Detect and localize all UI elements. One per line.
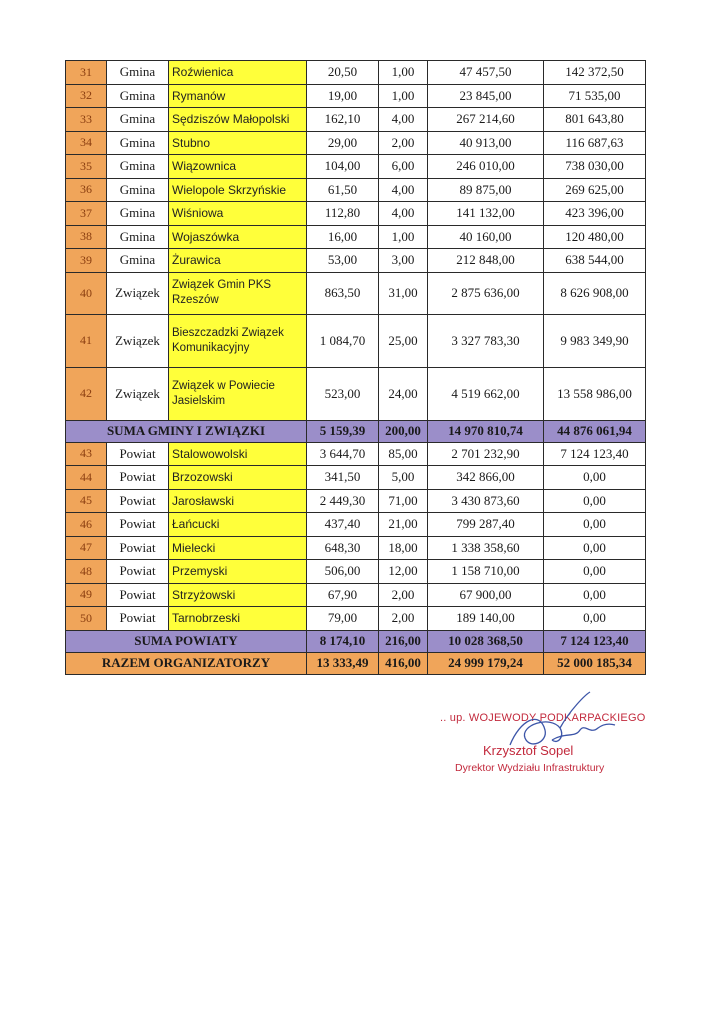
sum-powiaty-row-value-c: 10 028 368,50: [428, 630, 544, 652]
row-type: Gmina: [107, 249, 169, 273]
row-number: 49: [66, 583, 107, 607]
row-number: 43: [66, 442, 107, 466]
table-row: [66, 178, 646, 202]
row-value-b: 1,00: [379, 84, 428, 108]
row-name: Żurawica: [169, 249, 307, 273]
row-value-a: 1 084,70: [307, 314, 379, 367]
row-name: Tarnobrzeski: [169, 607, 307, 631]
table-row: [66, 61, 646, 85]
table-row: [66, 442, 646, 466]
table-row: [66, 536, 646, 560]
total-row-label: RAZEM ORGANIZATORZY: [66, 652, 307, 674]
sum-gminy-row-value-a: 5 159,39: [307, 420, 379, 442]
table-row: [66, 367, 646, 420]
row-name: Sędziszów Małopolski: [169, 108, 307, 132]
row-name: Związek Gmin PKS Rzeszów: [169, 272, 307, 314]
row-value-a: 20,50: [307, 61, 379, 85]
row-value-a: 523,00: [307, 367, 379, 420]
row-value-a: 16,00: [307, 225, 379, 249]
row-value-d: 738 030,00: [544, 155, 646, 179]
row-value-b: 5,00: [379, 466, 428, 490]
row-type: Powiat: [107, 442, 169, 466]
row-value-b: 85,00: [379, 442, 428, 466]
total-row-value-a: 13 333,49: [307, 652, 379, 674]
row-value-b: 6,00: [379, 155, 428, 179]
row-value-d: 0,00: [544, 513, 646, 537]
row-number: 33: [66, 108, 107, 132]
sum-gminy-row-value-d: 44 876 061,94: [544, 420, 646, 442]
row-number: 48: [66, 560, 107, 584]
row-value-b: 12,00: [379, 560, 428, 584]
row-type: Gmina: [107, 108, 169, 132]
stamp-authority: .. up. WOJEWODY PODKARPACKIEGO: [440, 712, 646, 724]
row-value-c: 4 519 662,00: [428, 367, 544, 420]
row-number: 36: [66, 178, 107, 202]
row-value-d: 801 643,80: [544, 108, 646, 132]
row-value-b: 31,00: [379, 272, 428, 314]
row-value-b: 4,00: [379, 108, 428, 132]
row-name: Wiązownica: [169, 155, 307, 179]
row-value-b: 24,00: [379, 367, 428, 420]
row-name: Brzozowski: [169, 466, 307, 490]
row-type: Gmina: [107, 202, 169, 226]
stamp-position: Dyrektor Wydziału Infrastruktury: [455, 762, 605, 774]
row-name: Wielopole Skrzyńskie: [169, 178, 307, 202]
row-number: 40: [66, 272, 107, 314]
row-name: Mielecki: [169, 536, 307, 560]
row-name: Bieszczadzki Związek Komunikacyjny: [169, 314, 307, 367]
row-value-a: 112,80: [307, 202, 379, 226]
row-name: Wojaszówka: [169, 225, 307, 249]
row-value-c: 67 900,00: [428, 583, 544, 607]
row-value-a: 341,50: [307, 466, 379, 490]
row-value-a: 67,90: [307, 583, 379, 607]
row-value-b: 1,00: [379, 225, 428, 249]
table-row: [66, 131, 646, 155]
row-number: 46: [66, 513, 107, 537]
row-value-c: 40 160,00: [428, 225, 544, 249]
sum-gminy-row: [66, 420, 646, 442]
row-value-c: 3 327 783,30: [428, 314, 544, 367]
row-number: 35: [66, 155, 107, 179]
row-value-c: 2 701 232,90: [428, 442, 544, 466]
row-type: Gmina: [107, 155, 169, 179]
row-value-d: 13 558 986,00: [544, 367, 646, 420]
row-value-c: 267 214,60: [428, 108, 544, 132]
row-value-d: 120 480,00: [544, 225, 646, 249]
row-type: Powiat: [107, 513, 169, 537]
row-value-c: 2 875 636,00: [428, 272, 544, 314]
row-value-c: 1 158 710,00: [428, 560, 544, 584]
row-value-d: 116 687,63: [544, 131, 646, 155]
row-value-b: 2,00: [379, 131, 428, 155]
row-type: Gmina: [107, 178, 169, 202]
row-value-a: 506,00: [307, 560, 379, 584]
row-type: Powiat: [107, 489, 169, 513]
row-number: 41: [66, 314, 107, 367]
row-value-a: 863,50: [307, 272, 379, 314]
sum-gminy-row-value-b: 200,00: [379, 420, 428, 442]
row-value-c: 342 866,00: [428, 466, 544, 490]
row-value-b: 2,00: [379, 583, 428, 607]
row-value-b: 18,00: [379, 536, 428, 560]
row-value-d: 0,00: [544, 583, 646, 607]
table-row: [66, 108, 646, 132]
row-value-d: 71 535,00: [544, 84, 646, 108]
total-row-value-d: 52 000 185,34: [544, 652, 646, 674]
row-type: Gmina: [107, 61, 169, 85]
row-value-a: 61,50: [307, 178, 379, 202]
row-number: 39: [66, 249, 107, 273]
row-value-b: 4,00: [379, 178, 428, 202]
row-type: Powiat: [107, 536, 169, 560]
row-value-d: 8 626 908,00: [544, 272, 646, 314]
row-name: Związek w Powiecie Jasielskim: [169, 367, 307, 420]
row-value-d: 0,00: [544, 536, 646, 560]
row-value-a: 29,00: [307, 131, 379, 155]
row-type: Powiat: [107, 466, 169, 490]
row-type: Związek: [107, 272, 169, 314]
row-type: Powiat: [107, 560, 169, 584]
sum-gminy-row-value-c: 14 970 810,74: [428, 420, 544, 442]
row-number: 37: [66, 202, 107, 226]
row-value-d: 0,00: [544, 466, 646, 490]
row-number: 44: [66, 466, 107, 490]
table-row: [66, 489, 646, 513]
table-row: [66, 84, 646, 108]
sum-powiaty-row: [66, 630, 646, 652]
row-value-d: 0,00: [544, 489, 646, 513]
row-value-a: 53,00: [307, 249, 379, 273]
row-name: Stubno: [169, 131, 307, 155]
row-name: Łańcucki: [169, 513, 307, 537]
stamp-name: Krzysztof Sopel: [483, 743, 574, 758]
table-row: [66, 202, 646, 226]
row-value-d: 9 983 349,90: [544, 314, 646, 367]
handwritten-signature: [490, 690, 620, 765]
sum-powiaty-row-label: SUMA POWIATY: [66, 630, 307, 652]
row-number: 42: [66, 367, 107, 420]
row-value-d: 638 544,00: [544, 249, 646, 273]
row-type: Powiat: [107, 583, 169, 607]
row-name: Stalowowolski: [169, 442, 307, 466]
row-value-d: 0,00: [544, 560, 646, 584]
table-row: [66, 607, 646, 631]
table-row: [66, 314, 646, 367]
sum-powiaty-row-value-a: 8 174,10: [307, 630, 379, 652]
row-value-c: 799 287,40: [428, 513, 544, 537]
row-value-b: 71,00: [379, 489, 428, 513]
row-value-d: 7 124 123,40: [544, 442, 646, 466]
row-value-c: 1 338 358,60: [428, 536, 544, 560]
table-row: [66, 225, 646, 249]
row-value-b: 2,00: [379, 607, 428, 631]
row-value-b: 25,00: [379, 314, 428, 367]
row-type: Gmina: [107, 131, 169, 155]
sum-powiaty-row-value-d: 7 124 123,40: [544, 630, 646, 652]
table-row: [66, 466, 646, 490]
row-value-a: 162,10: [307, 108, 379, 132]
sum-powiaty-row-value-b: 216,00: [379, 630, 428, 652]
total-row-value-b: 416,00: [379, 652, 428, 674]
row-type: Powiat: [107, 607, 169, 631]
table-row: [66, 560, 646, 584]
table-row: [66, 272, 646, 314]
row-value-a: 2 449,30: [307, 489, 379, 513]
sum-gminy-row-label: SUMA GMINY I ZWIĄZKI: [66, 420, 307, 442]
row-value-d: 269 625,00: [544, 178, 646, 202]
row-number: 31: [66, 61, 107, 85]
row-name: Przemyski: [169, 560, 307, 584]
row-value-c: 141 132,00: [428, 202, 544, 226]
row-type: Gmina: [107, 225, 169, 249]
row-value-a: 437,40: [307, 513, 379, 537]
row-value-c: 47 457,50: [428, 61, 544, 85]
row-name: Strzyżowski: [169, 583, 307, 607]
total-row: [66, 652, 646, 674]
row-value-a: 104,00: [307, 155, 379, 179]
row-value-b: 4,00: [379, 202, 428, 226]
row-type: Związek: [107, 314, 169, 367]
row-value-b: 21,00: [379, 513, 428, 537]
row-value-a: 19,00: [307, 84, 379, 108]
row-name: Wiśniowa: [169, 202, 307, 226]
row-value-c: 89 875,00: [428, 178, 544, 202]
transport-table: [65, 60, 646, 675]
row-value-c: 3 430 873,60: [428, 489, 544, 513]
row-value-c: 246 010,00: [428, 155, 544, 179]
row-value-b: 1,00: [379, 61, 428, 85]
row-type: Gmina: [107, 84, 169, 108]
row-value-d: 423 396,00: [544, 202, 646, 226]
table-row: [66, 249, 646, 273]
row-value-c: 23 845,00: [428, 84, 544, 108]
row-name: Rymanów: [169, 84, 307, 108]
row-name: Roźwienica: [169, 61, 307, 85]
row-value-a: 79,00: [307, 607, 379, 631]
row-number: 47: [66, 536, 107, 560]
table-row: [66, 155, 646, 179]
row-value-c: 189 140,00: [428, 607, 544, 631]
table-row: [66, 583, 646, 607]
row-number: 50: [66, 607, 107, 631]
total-row-value-c: 24 999 179,24: [428, 652, 544, 674]
row-number: 34: [66, 131, 107, 155]
row-name: Jarosławski: [169, 489, 307, 513]
row-value-b: 3,00: [379, 249, 428, 273]
table-row: [66, 513, 646, 537]
row-number: 32: [66, 84, 107, 108]
row-value-d: 142 372,50: [544, 61, 646, 85]
row-value-a: 648,30: [307, 536, 379, 560]
row-type: Związek: [107, 367, 169, 420]
row-value-c: 40 913,00: [428, 131, 544, 155]
row-value-d: 0,00: [544, 607, 646, 631]
row-value-a: 3 644,70: [307, 442, 379, 466]
row-number: 38: [66, 225, 107, 249]
row-value-c: 212 848,00: [428, 249, 544, 273]
row-number: 45: [66, 489, 107, 513]
